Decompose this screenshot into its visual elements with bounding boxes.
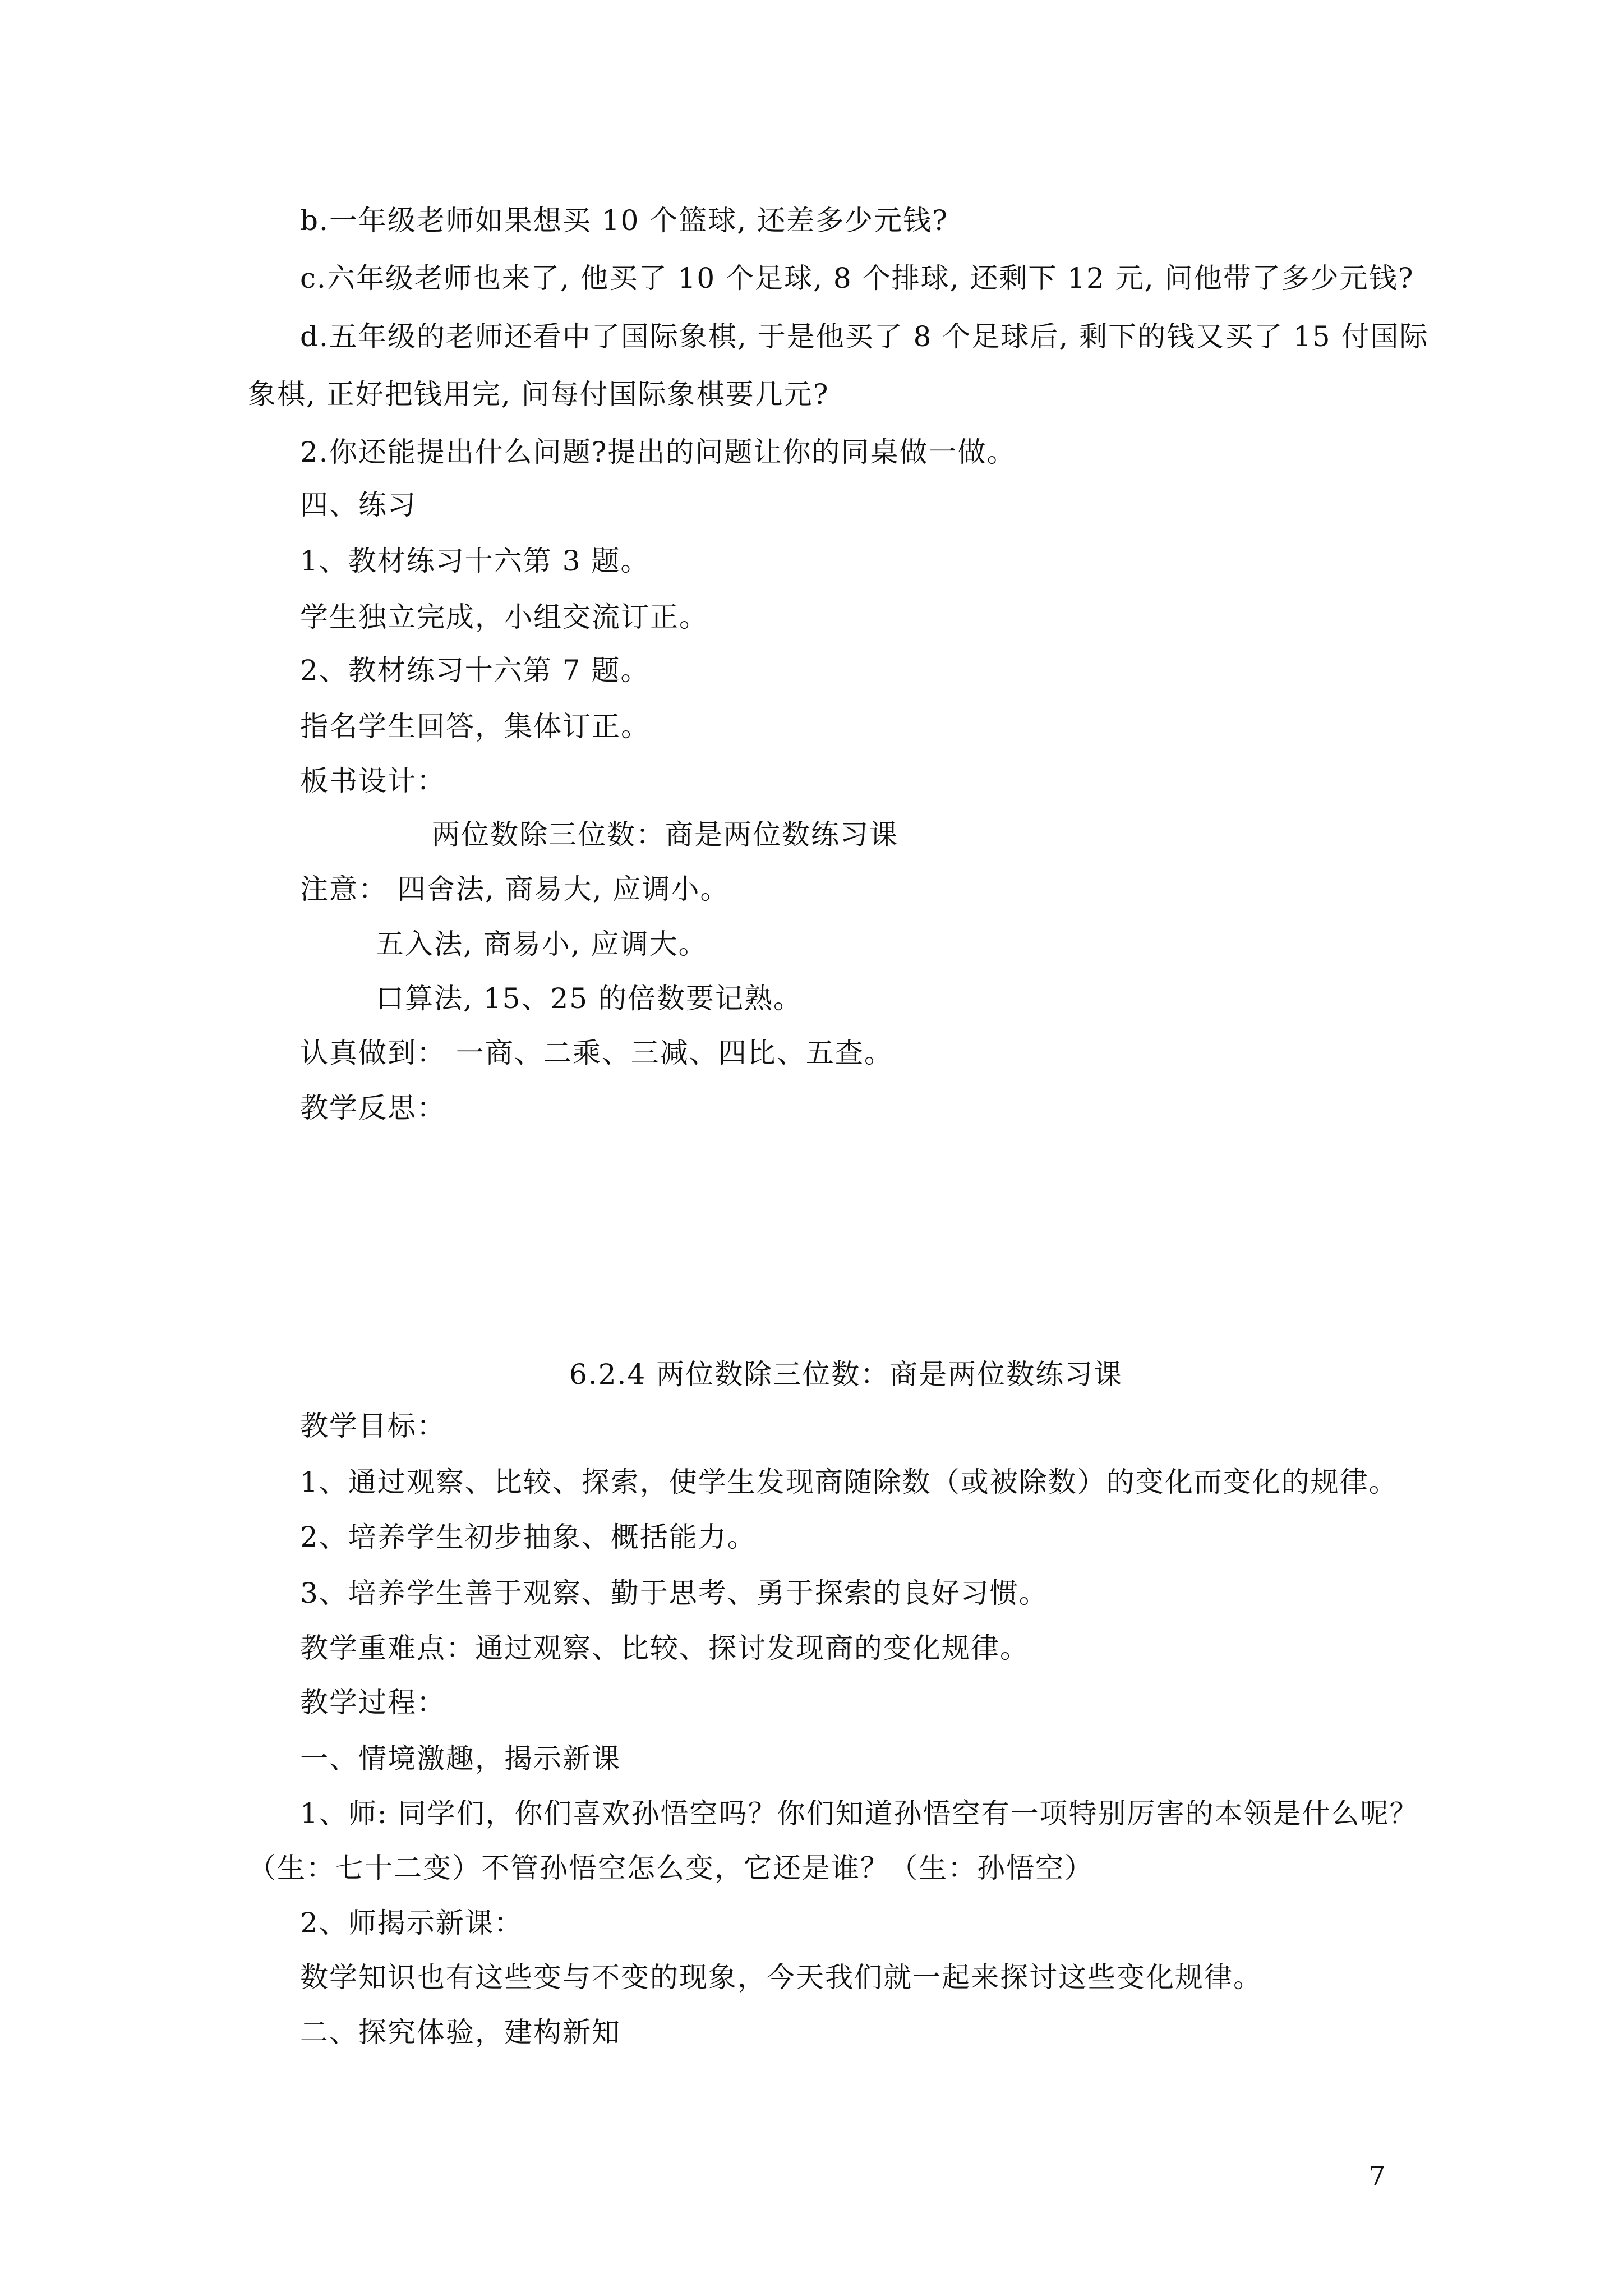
board-note-4: 认真做到： 一商、二乘、三减、四比、五查。 [300, 1037, 893, 1069]
question-2: 2.你还能提出什么问题?提出的问题让你的同桌做一做。 [300, 436, 1016, 468]
page-number: 7 [1368, 2161, 1386, 2192]
board-note-3: 口算法, 15、25 的倍数要记熟。 [376, 982, 803, 1015]
intro-item-1-line1: 1、师: 同学们，你们喜欢孙悟空吗？你们知道孙悟空有一项特别厉害的本领是什么呢？ [300, 1797, 1419, 1830]
section-heading-intro: 一、情境激趣，揭示新课 [300, 1742, 621, 1775]
goal-3: 3、培养学生善于观察、勤于思考、勇于探索的良好习惯。 [300, 1577, 1048, 1609]
intro-item-2-text: 数学知识也有这些变与不变的现象，今天我们就一起来探讨这些变化规律。 [300, 1961, 1262, 1994]
goal-1: 1、通过观察、比较、探索，使学生发现商随除数（或被除数）的变化而变化的规律。 [300, 1466, 1398, 1498]
board-design-label: 板书设计： [300, 765, 446, 797]
lesson-title: 6.2.4 两位数除三位数：商是两位数练习课 [569, 1358, 1123, 1391]
reflection-label: 教学反思： [300, 1092, 446, 1124]
teaching-process-label: 教学过程： [300, 1686, 446, 1719]
question-c: c.六年级老师也来了, 他买了 10 个足球, 8 个排球, 还剩下 12 元, 问他带了多少元钱? [300, 262, 1414, 295]
board-note-1: 注意： 四舍法, 商易大, 应调小。 [300, 873, 730, 905]
question-b: b.一年级老师如果想买 10 个篮球, 还差多少元钱? [300, 204, 948, 237]
board-design-title: 两位数除三位数：商是两位数练习课 [432, 818, 898, 851]
key-points: 教学重难点：通过观察、比较、探讨发现商的变化规律。 [300, 1632, 1029, 1664]
board-note-2: 五入法, 商易小, 应调大。 [376, 928, 708, 960]
practice-item-2: 2、教材练习十六第 7 题。 [300, 654, 650, 687]
practice-item-1-note: 学生独立完成，小组交流订正。 [300, 601, 708, 633]
intro-item-1-line2: （生：七十二变）不管孙悟空怎么变，它还是谁？（生：孙悟空） [248, 1852, 1094, 1884]
question-d-line1: d.五年级的老师还看中了国际象棋, 于是他买了 8 个足球后, 剩下的钱又买了 15 付国际 [300, 320, 1429, 353]
goal-2: 2、培养学生初步抽象、概括能力。 [300, 1521, 757, 1553]
question-d-line2: 象棋, 正好把钱用完, 问每付国际象棋要几元? [248, 378, 829, 411]
teaching-goals-label: 教学目标： [300, 1410, 446, 1442]
section-heading-explore: 二、探究体验，建构新知 [300, 2016, 621, 2049]
intro-item-2: 2、师揭示新课： [300, 1907, 523, 1939]
section-heading-practice: 四、练习 [300, 489, 417, 521]
practice-item-2-note: 指名学生回答，集体订正。 [300, 710, 650, 743]
practice-item-1: 1、教材练习十六第 3 题。 [300, 545, 650, 577]
